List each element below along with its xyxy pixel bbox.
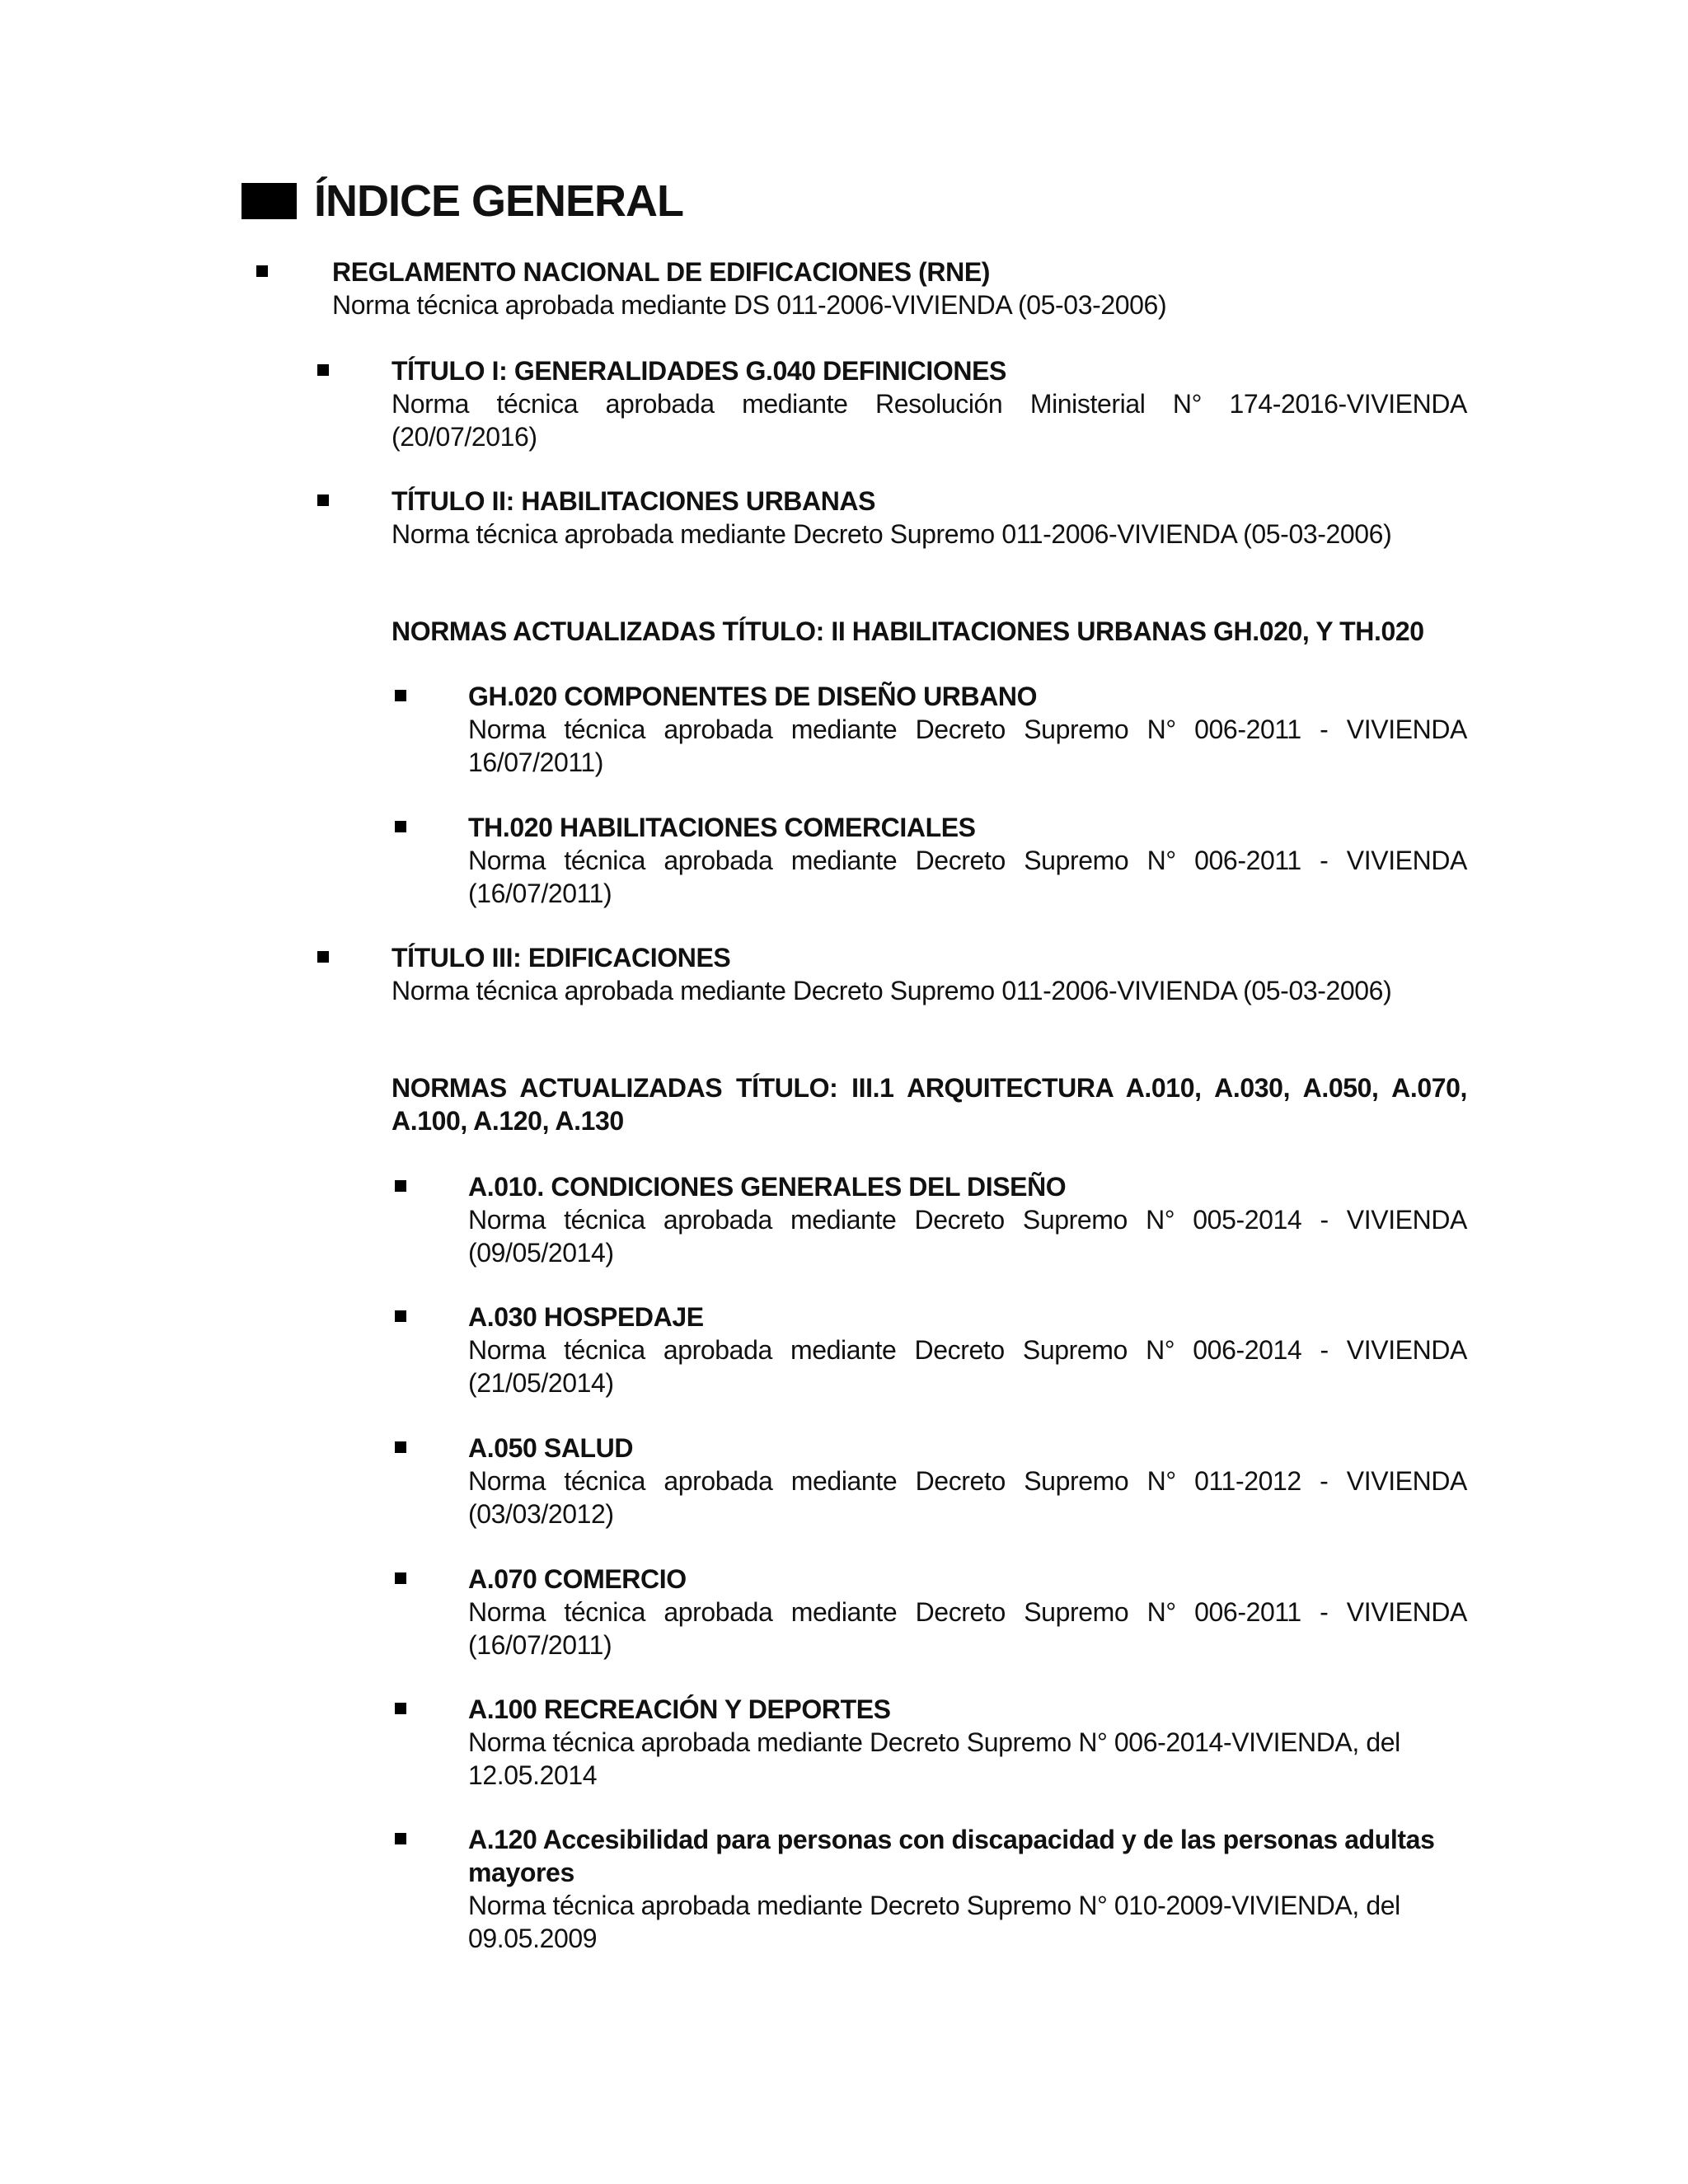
entry-description: Norma técnica aprobada mediante Decreto Supremo N° 006-2011 - VIVIENDA (16/07/2011) bbox=[468, 1597, 1467, 1660]
square-bullet-icon bbox=[395, 1441, 406, 1453]
entry-description: Norma técnica aprobada mediante Decreto Supremo N° 011-2012 - VIVIENDA (03/03/2012) bbox=[468, 1466, 1467, 1529]
entry-title: A.030 HOSPEDAJE bbox=[468, 1302, 704, 1332]
square-bullet-icon bbox=[395, 690, 406, 701]
entry-description: Norma técnica aprobada mediante Resolución Ministerial N° 174-2016-VIVIENDA (20/07/2016) bbox=[392, 389, 1467, 452]
index-heading bbox=[241, 171, 683, 231]
entry-title: A.050 SALUD bbox=[468, 1433, 634, 1463]
entry-title: REGLAMENTO NACIONAL DE EDIFICACIONES (RNE) bbox=[332, 257, 991, 287]
entry-title: A.070 COMERCIO bbox=[468, 1564, 687, 1594]
entry-title: TÍTULO III: EDIFICACIONES bbox=[392, 943, 731, 972]
square-bullet-icon bbox=[317, 951, 329, 963]
index-entry-gh020 bbox=[468, 680, 1467, 779]
entry-description: Norma técnica aprobada mediante Decreto Supremo N° 006-2014 - VIVIENDA (21/05/2014) bbox=[468, 1335, 1467, 1398]
square-bullet-icon bbox=[395, 1310, 406, 1322]
square-bullet-icon bbox=[395, 1180, 406, 1192]
index-entry-rne bbox=[332, 255, 1470, 321]
entry-description: Norma técnica aprobada mediante Decreto Supremo N° 010-2009-VIVIENDA, del 09.05.2009 bbox=[468, 1891, 1400, 1953]
entry-description: Norma técnica aprobada mediante Decreto Supremo N° 005-2014 - VIVIENDA (09/05/2014) bbox=[468, 1205, 1467, 1268]
page-title: ÍNDICE GENERAL bbox=[314, 176, 684, 226]
entry-description: Norma técnica aprobada mediante Decreto Supremo N° 006-2011 - VIVIENDA 16/07/2011) bbox=[468, 715, 1467, 777]
index-entry-a100 bbox=[468, 1693, 1467, 1792]
entry-title: A.120 Accesibilidad para personas con discapacidad y de las personas adultas mayores bbox=[468, 1825, 1435, 1887]
entry-description: Norma técnica aprobada mediante Decreto Supremo 011-2006-VIVIENDA (05-03-2006) bbox=[392, 976, 1392, 1005]
square-bullet-icon bbox=[395, 1572, 406, 1584]
square-bullet-icon bbox=[317, 494, 329, 506]
section-subheading-titulo-ii: NORMAS ACTUALIZADAS TÍTULO: II HABILITACIONES URBANAS GH.020, Y TH.020 bbox=[392, 616, 1424, 646]
entry-description: Norma técnica aprobada mediante DS 011-2006-VIVIENDA (05-03-2006) bbox=[332, 290, 1167, 320]
index-entry-titulo-ii bbox=[392, 485, 1467, 551]
index-entry-a050 bbox=[468, 1432, 1467, 1530]
heading-marker-block bbox=[241, 183, 297, 219]
entry-title: TH.020 HABILITACIONES COMERCIALES bbox=[468, 813, 976, 842]
index-entry-a070 bbox=[468, 1563, 1467, 1661]
index-entry-th020 bbox=[468, 811, 1467, 910]
section-subheading-titulo-iii: NORMAS ACTUALIZADAS TÍTULO: III.1 ARQUITECTURA A.010, A.030, A.050, A.070, A.100, A.120, A.130 bbox=[392, 1073, 1467, 1136]
entry-title: A.100 RECREACIÓN Y DEPORTES bbox=[468, 1694, 891, 1724]
index-entry-a030 bbox=[468, 1301, 1467, 1399]
entry-title: TÍTULO II: HABILITACIONES URBANAS bbox=[392, 486, 876, 516]
index-entry-titulo-i bbox=[392, 354, 1467, 453]
square-bullet-icon bbox=[317, 364, 329, 376]
square-bullet-icon bbox=[395, 1703, 406, 1714]
square-bullet-icon bbox=[395, 1833, 406, 1844]
entry-description: Norma técnica aprobada mediante Decreto Supremo 011-2006-VIVIENDA (05-03-2006) bbox=[392, 519, 1392, 549]
square-bullet-icon bbox=[256, 265, 268, 277]
entry-title: GH.020 COMPONENTES DE DISEÑO URBANO bbox=[468, 682, 1038, 711]
index-entry-a120 bbox=[468, 1823, 1467, 1955]
entry-description: Norma técnica aprobada mediante Decreto Supremo N° 006-2014-VIVIENDA, del 12.05.2014 bbox=[468, 1727, 1400, 1790]
square-bullet-icon bbox=[395, 821, 406, 832]
entry-title: A.010. CONDICIONES GENERALES DEL DISEÑO bbox=[468, 1172, 1067, 1202]
entry-title: TÍTULO I: GENERALIDADES G.040 DEFINICIONES bbox=[392, 356, 1006, 386]
entry-description: Norma técnica aprobada mediante Decreto Supremo N° 006-2011 - VIVIENDA (16/07/2011) bbox=[468, 846, 1467, 908]
index-entry-titulo-iii bbox=[392, 941, 1467, 1007]
index-entry-a010 bbox=[468, 1170, 1467, 1269]
